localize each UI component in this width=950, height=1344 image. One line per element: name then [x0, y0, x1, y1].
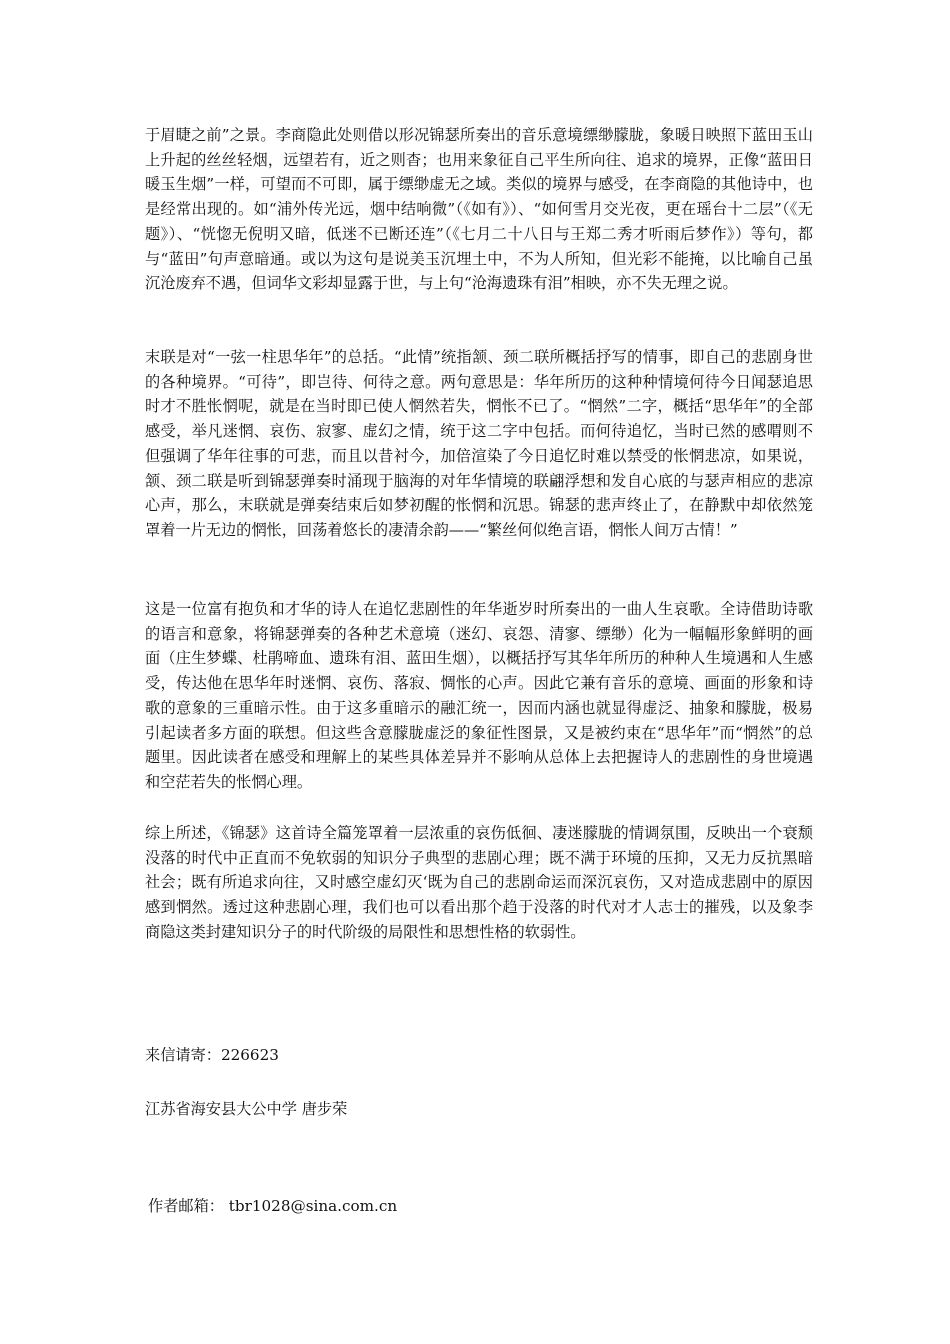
contact-email: 作者邮箱： tbr1028@sina.com.cn — [148, 1197, 398, 1215]
body-paragraph-1: 于眉睫之前”之景。李商隐此处则借以形况锦瑟所奏出的音乐意境缥缈朦胧，象暖日映照下蓝田玉山上升起的丝丝轻烟，远望若有，近之则杳；也用来象征自己平生所向往、追求的境界，正像“蓝田日暖玉生烟”一样，可望而不可即，属于缥缈虚无之域。类似的境界与感受，在李商隐的其他诗中，也是经常出现的。如“浦外传光远，烟中结响微”（《如有》）、“如何雪月交光夜，更在瑶台十二层”（《无题》）、“恍惚无倪明又暗，低迷不已断还连”（《七月二十八日与王郑二秀才听雨后梦作》）等句，都与“蓝田”句声意暗通。或以为这句是说美玉沉埋土中，不为人所知，但光彩不能掩，以比喻自己虽沉沧废弃不遇，但词华文彩却显露于世，与上句“沧海遗珠有泪”相映，亦不失无理之说。 — [145, 126, 813, 293]
contact-postcode: 来信请寄：226623 — [145, 1046, 279, 1064]
body-paragraph-2: 末联是对“一弦一柱思华年”的总括。“此情”统指颔、颈二联所概括抒写的情事，即自己的悲剧身世的各种境界。“可待”，即岂待、何待之意。两句意思是：华年所历的这种种情境何待今日闻瑟追思时才不胜怅惘呢，就是在当时即已使人惘然若失，惘怅不已了。“惘然”二字，概括“思华年”的全部感受，举凡迷惘、哀伤、寂寥、虚幻之情，统于这二字中包括。而何待追忆，当时已然的感喟则不但强调了华年往事的可悲，而且以昔衬今，加倍渲染了今日追忆时难以禁受的怅惘悲凉，如果说，颔、颈二联是听到锦瑟弹奏时涌现于脑海的对年华情境的联翩浮想和发自心底的与瑟声相应的悲凉心声，那么，末联就是弹奏结束后如梦初醒的怅惘和沉思。锦瑟的悲声终止了，在静默中却依然笼罩着一片无边的惘怅，回荡着悠长的凄清余韵——“繁丝何似绝言语，惘怅人间万古情！” — [145, 348, 813, 539]
body-paragraph-3: 这是一位富有抱负和才华的诗人在追忆悲剧性的年华逝岁时所奏出的一曲人生哀歌。全诗借助诗歌的语言和意象，将锦瑟弹奏的各种艺术意境（迷幻、哀怨、清寥、缥缈）化为一幅幅形象鲜明的画面（庄生梦蝶、杜鹃啼血、遗珠有泪、蓝田生烟），以概括抒写其华年所历的种种人生境遇和人生感受，传达他在思华年时迷惘、哀伤、落寂、惆怅的心声。因此它兼有音乐的意境、画面的形象和诗歌的意象的三重暗示性。由于这多重暗示的融汇统一，因而内涵也就显得虚泛、抽象和朦胧，极易引起读者多方面的联想。但这些含意朦胧虚泛的象征性图景，又是被约束在“思华年”而“惘然”的总题里。因此读者在感受和理解上的某些具体差异并不影响从总体上去把握诗人的悲剧性的身世境遇和空茫若失的怅惘心理。 — [145, 600, 813, 791]
body-paragraph-4: 综上所述，《锦瑟》这首诗全篇笼罩着一层浓重的哀伤低徊、凄迷朦胧的情调氛围，反映出一个衰颓没落的时代中正直而不免软弱的知识分子典型的悲剧心理；既不满于环境的压抑，又无力反抗黑暗社会；既有所追求向往，又时感空虚幻灭‘既为自己的悲剧命运而深沉哀伤，又对造成悲剧中的原因感到惘然。透过这种悲剧心理，我们也可以看出那个趋于没落的时代对才人志士的摧残，以及象李商隐这类封建知识分子的时代阶级的局限性和思想性格的软弱性。 — [145, 824, 813, 941]
contact-address: 江苏省海安县大公中学 唐步荣 — [145, 1100, 348, 1118]
